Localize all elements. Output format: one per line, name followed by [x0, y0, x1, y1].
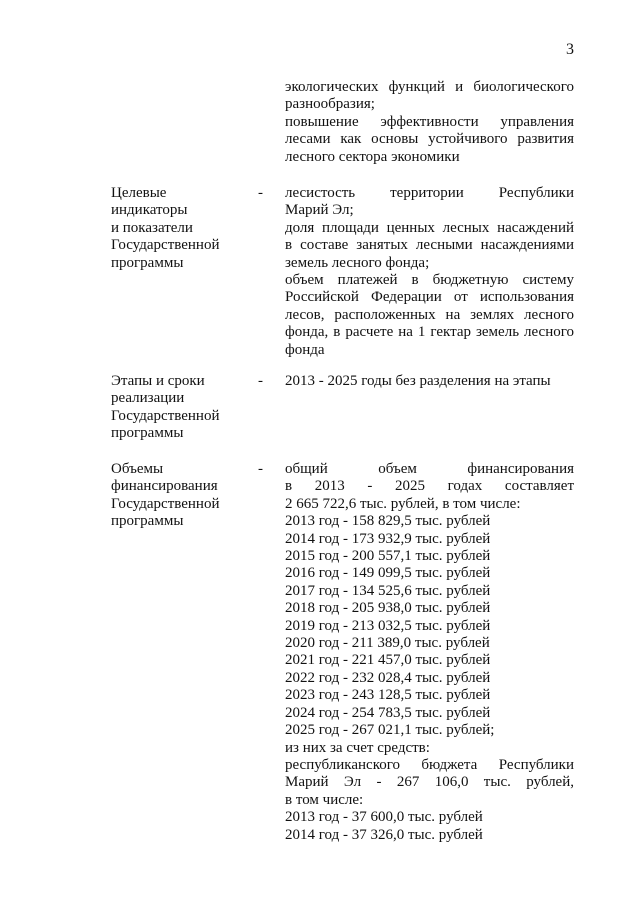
- label-line: Государственной: [111, 495, 220, 512]
- stages-label: [111, 373, 251, 443]
- indicators-text: [285, 185, 574, 359]
- text-line: лесистость территории Республики: [285, 185, 574, 201]
- text-line: республиканского бюджета Республики: [285, 756, 574, 773]
- text-line: 2 665 722,6 тыс. рублей, в том числе:: [285, 495, 521, 512]
- text-line: лесами как основы устойчивого развития: [285, 131, 574, 148]
- label-line: программы: [111, 254, 184, 271]
- label-line: и показатели: [111, 219, 193, 236]
- year-line: 2022 год - 232 028,4 тыс. рублей: [285, 669, 491, 686]
- year-line: 2019 год - 213 032,5 тыс. рублей: [285, 617, 491, 634]
- label-line: Государственной: [111, 237, 220, 254]
- label-line: Государственной: [111, 407, 220, 424]
- year-line: 2023 год - 243 128,5 тыс. рублей: [285, 687, 491, 704]
- text-line: объем платежей в бюджетную систему: [285, 272, 574, 289]
- text-line: разнообразия;: [285, 96, 375, 113]
- year-line: 2015 год - 200 557,1 тыс. рублей: [285, 548, 491, 565]
- text-line: Марий Эл;: [285, 202, 354, 219]
- year-line: 2021 год - 221 457,0 тыс. рублей: [285, 652, 491, 669]
- label-line: Целевые: [111, 185, 167, 201]
- year-line: 2014 год - 37 326,0 тыс. рублей: [285, 826, 483, 843]
- text-line: лесного сектора экономики: [285, 148, 460, 165]
- text-line: экологических функций и биологического: [285, 79, 574, 95]
- text-line: фонда: [285, 341, 325, 358]
- text-line: земель лесного фонда;: [285, 254, 430, 271]
- text-line: Российской Федерации от использования: [285, 289, 574, 306]
- text-line: повышение эффективности управления: [285, 113, 574, 130]
- year-line: 2025 год - 267 021,1 тыс. рублей;: [285, 722, 495, 739]
- text-line: доля площади ценных лесных насаждений: [285, 219, 574, 236]
- label-line: программы: [111, 513, 184, 530]
- year-line: 2016 год - 149 099,5 тыс. рублей: [285, 565, 491, 582]
- stages-text: [285, 373, 574, 390]
- indicators-label: [111, 185, 251, 272]
- year-line: 2013 год - 37 600,0 тыс. рублей: [285, 809, 483, 826]
- label-line: Объемы: [111, 461, 164, 477]
- continuation-block: [285, 79, 574, 166]
- year-line: 2018 год - 205 938,0 тыс. рублей: [285, 600, 491, 617]
- separator-dash: -: [258, 373, 263, 389]
- label-line: реализации: [111, 390, 185, 407]
- year-line: 2017 год - 134 525,6 тыс. рублей: [285, 582, 491, 599]
- text-line: фонда, в расчете на 1 гектар земель лесного: [285, 324, 574, 341]
- text-line: в составе занятых лесными насаждениями: [285, 237, 574, 254]
- year-line: 2020 год - 211 389,0 тыс. рублей: [285, 635, 490, 652]
- financing-text: [285, 461, 574, 844]
- page-number: 3: [566, 41, 574, 58]
- text-line: в 2013 - 2025 годах составляет: [285, 478, 574, 495]
- label-line: индикаторы: [111, 202, 188, 219]
- text-line: из них за счет средств:: [285, 739, 430, 756]
- text-line: Марий Эл - 267 106,0 тыс. рублей,: [285, 774, 574, 791]
- year-line: 2014 год - 173 932,9 тыс. рублей: [285, 530, 491, 547]
- text-line: лесов, расположенных на землях лесного: [285, 306, 574, 323]
- text-line: общий объем финансирования: [285, 461, 574, 477]
- label-line: Этапы и сроки: [111, 373, 205, 389]
- separator-dash: -: [258, 461, 263, 477]
- text-line: 2013 - 2025 годы без разделения на этапы: [285, 373, 551, 389]
- text-line: в том числе:: [285, 791, 364, 808]
- label-line: программы: [111, 425, 184, 442]
- label-line: финансирования: [111, 478, 218, 495]
- year-line: 2013 год - 158 829,5 тыс. рублей: [285, 513, 491, 530]
- separator-dash: -: [258, 185, 263, 201]
- financing-label: [111, 461, 251, 531]
- year-line: 2024 год - 254 783,5 тыс. рублей: [285, 704, 491, 721]
